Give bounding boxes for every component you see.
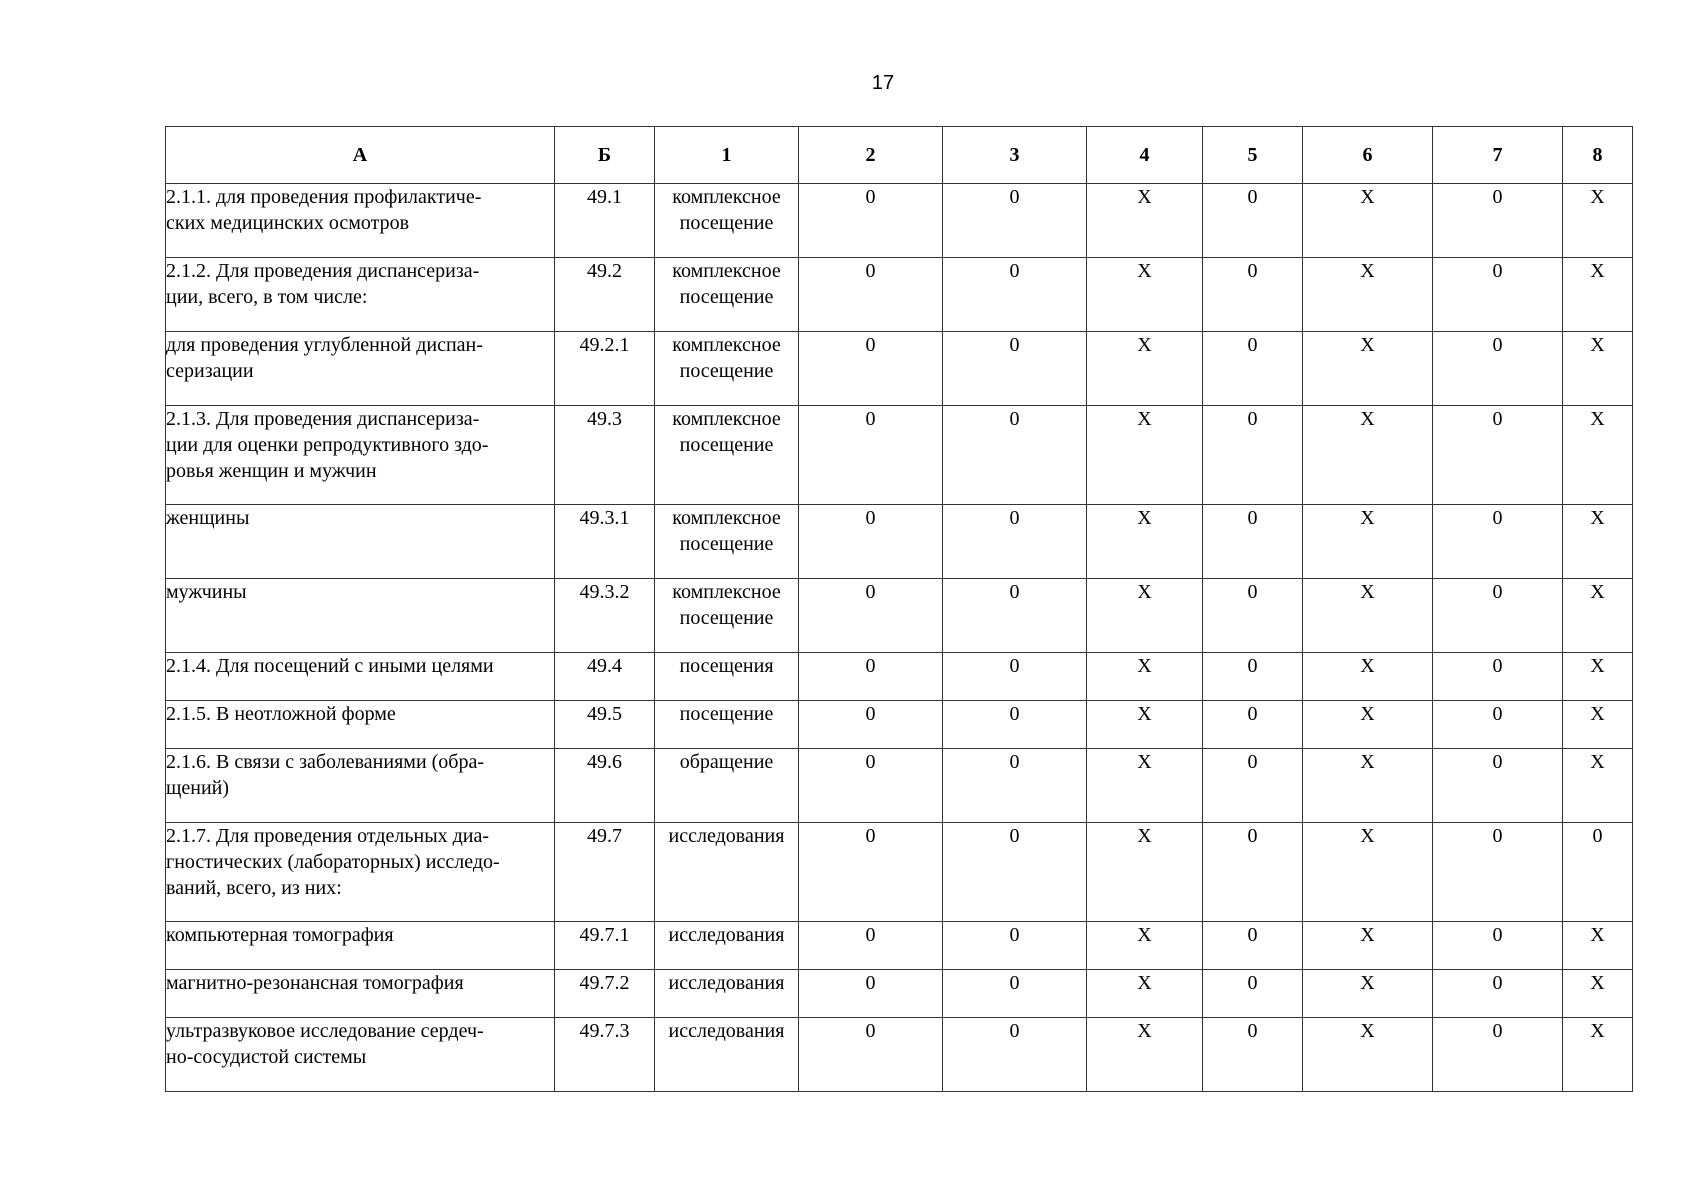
row-unit-cell: комплексное посещение — [655, 332, 799, 406]
value-cell: Х — [1303, 922, 1433, 970]
value-cell: Х — [1087, 922, 1203, 970]
row-unit-cell: комплексное посещение — [655, 505, 799, 579]
value-cell: 0 — [1203, 258, 1303, 332]
row-unit-cell: посещения — [655, 653, 799, 701]
value-cell: 0 — [1203, 579, 1303, 653]
value-cell: Х — [1563, 505, 1633, 579]
value-cell: 0 — [1433, 701, 1563, 749]
header-row — [166, 127, 1633, 184]
value-cell: 0 — [1203, 505, 1303, 579]
row-name-cell: 2.1.5. В неотложной форме — [166, 701, 555, 749]
row-unit-cell: комплексное посещение — [655, 406, 799, 505]
page-number: 17 — [871, 72, 895, 94]
value-cell: Х — [1087, 258, 1203, 332]
value-cell: Х — [1303, 505, 1433, 579]
column-header: 1 — [655, 127, 799, 184]
value-cell: 0 — [799, 406, 943, 505]
table-row — [166, 184, 1633, 258]
row-name-cell: 2.1.3. Для проведения диспансериза- ции для оценки репродуктивного здо- ровья женщин и мужчин — [166, 406, 555, 505]
row-code-cell: 49.6 — [555, 749, 655, 823]
row-unit-cell: обращение — [655, 749, 799, 823]
value-cell: 0 — [943, 823, 1087, 922]
value-cell: 0 — [799, 701, 943, 749]
table-row — [166, 505, 1633, 579]
value-cell: Х — [1303, 332, 1433, 406]
row-code-cell: 49.3.2 — [555, 579, 655, 653]
row-code-cell: 49.7.3 — [555, 1018, 655, 1092]
value-cell: 0 — [1203, 1018, 1303, 1092]
value-cell: Х — [1087, 749, 1203, 823]
column-header: 8 — [1563, 127, 1633, 184]
value-cell: Х — [1303, 970, 1433, 1018]
value-cell: 0 — [943, 1018, 1087, 1092]
value-cell: 0 — [1433, 970, 1563, 1018]
value-cell: 0 — [943, 184, 1087, 258]
row-name-cell: ультразвуковое исследование сердеч- но-сосудистой системы — [166, 1018, 555, 1092]
row-unit-cell: посещение — [655, 701, 799, 749]
row-name-cell: 2.1.7. Для проведения отдельных диа- гностических (лабораторных) исследо- ваний, всего, из них: — [166, 823, 555, 922]
value-cell: 0 — [943, 579, 1087, 653]
value-cell: Х — [1087, 653, 1203, 701]
table-row — [166, 823, 1633, 922]
value-cell: 0 — [943, 406, 1087, 505]
value-cell: Х — [1087, 823, 1203, 922]
row-unit-cell: исследования — [655, 1018, 799, 1092]
column-header: 3 — [943, 127, 1087, 184]
value-cell: 0 — [943, 505, 1087, 579]
value-cell: 0 — [799, 653, 943, 701]
value-cell: Х — [1303, 579, 1433, 653]
value-cell: 0 — [799, 184, 943, 258]
value-cell: 0 — [1433, 823, 1563, 922]
value-cell: Х — [1087, 1018, 1203, 1092]
row-name-cell: 2.1.1. для проведения профилактиче- ских медицинских осмотров — [166, 184, 555, 258]
value-cell: Х — [1563, 332, 1633, 406]
value-cell: Х — [1303, 653, 1433, 701]
value-cell: Х — [1563, 922, 1633, 970]
value-cell: 0 — [943, 922, 1087, 970]
value-cell: Х — [1563, 406, 1633, 505]
value-cell: Х — [1303, 406, 1433, 505]
table-row — [166, 406, 1633, 505]
table-row — [166, 653, 1633, 701]
row-name-cell: магнитно-резонансная томография — [166, 970, 555, 1018]
value-cell: 0 — [799, 505, 943, 579]
row-name-cell: мужчины — [166, 579, 555, 653]
value-cell: 0 — [1563, 823, 1633, 922]
value-cell: 0 — [1203, 184, 1303, 258]
row-name-cell: компьютерная томография — [166, 922, 555, 970]
value-cell: 0 — [799, 332, 943, 406]
value-cell: 0 — [799, 823, 943, 922]
value-cell: Х — [1087, 701, 1203, 749]
value-cell: 0 — [943, 258, 1087, 332]
row-unit-cell: исследования — [655, 970, 799, 1018]
row-code-cell: 49.1 — [555, 184, 655, 258]
row-unit-cell: исследования — [655, 823, 799, 922]
value-cell: 0 — [1203, 749, 1303, 823]
value-cell: 0 — [1203, 970, 1303, 1018]
table-header — [166, 127, 1633, 184]
column-header: 6 — [1303, 127, 1433, 184]
row-unit-cell: комплексное посещение — [655, 258, 799, 332]
row-unit-cell: комплексное посещение — [655, 579, 799, 653]
row-name-cell: 2.1.2. Для проведения диспансериза- ции, всего, в том числе: — [166, 258, 555, 332]
value-cell: Х — [1303, 749, 1433, 823]
table-row — [166, 332, 1633, 406]
row-code-cell: 49.5 — [555, 701, 655, 749]
value-cell: 0 — [799, 749, 943, 823]
value-cell: 0 — [799, 922, 943, 970]
row-name-cell: для проведения углубленной диспан- серизации — [166, 332, 555, 406]
value-cell: Х — [1087, 184, 1203, 258]
value-cell: 0 — [1203, 701, 1303, 749]
value-cell: 0 — [1203, 823, 1303, 922]
table-row — [166, 579, 1633, 653]
row-code-cell: 49.3.1 — [555, 505, 655, 579]
value-cell: 0 — [1433, 505, 1563, 579]
value-cell: Х — [1563, 653, 1633, 701]
value-cell: 0 — [1203, 653, 1303, 701]
value-cell: Х — [1563, 1018, 1633, 1092]
value-cell: 0 — [799, 970, 943, 1018]
row-name-cell: 2.1.6. В связи с заболеваниями (обра- щений) — [166, 749, 555, 823]
value-cell: Х — [1563, 970, 1633, 1018]
table-row — [166, 749, 1633, 823]
value-cell: 0 — [1433, 653, 1563, 701]
value-cell: 0 — [799, 258, 943, 332]
column-header: 4 — [1087, 127, 1203, 184]
column-header: Б — [555, 127, 655, 184]
value-cell: 0 — [1433, 184, 1563, 258]
value-cell: Х — [1087, 970, 1203, 1018]
table-row — [166, 922, 1633, 970]
row-code-cell: 49.7 — [555, 823, 655, 922]
value-cell: 0 — [799, 1018, 943, 1092]
value-cell: 0 — [1433, 1018, 1563, 1092]
value-cell: 0 — [943, 653, 1087, 701]
table-row — [166, 1018, 1633, 1092]
value-cell: Х — [1303, 823, 1433, 922]
value-cell: Х — [1303, 184, 1433, 258]
value-cell: 0 — [1433, 258, 1563, 332]
data-table — [165, 126, 1633, 1092]
value-cell: 0 — [943, 749, 1087, 823]
value-cell: 0 — [943, 701, 1087, 749]
row-code-cell: 49.7.2 — [555, 970, 655, 1018]
column-header: А — [166, 127, 555, 184]
column-header: 5 — [1203, 127, 1303, 184]
value-cell: Х — [1563, 749, 1633, 823]
column-header: 2 — [799, 127, 943, 184]
value-cell: 0 — [1203, 332, 1303, 406]
value-cell: Х — [1303, 701, 1433, 749]
row-code-cell: 49.2.1 — [555, 332, 655, 406]
value-cell: Х — [1563, 184, 1633, 258]
table-row — [166, 970, 1633, 1018]
value-cell: 0 — [1433, 749, 1563, 823]
value-cell: Х — [1563, 258, 1633, 332]
table-row — [166, 258, 1633, 332]
value-cell: 0 — [1203, 406, 1303, 505]
value-cell: Х — [1087, 505, 1203, 579]
row-code-cell: 49.4 — [555, 653, 655, 701]
row-code-cell: 49.2 — [555, 258, 655, 332]
row-code-cell: 49.7.1 — [555, 922, 655, 970]
value-cell: 0 — [1433, 579, 1563, 653]
value-cell: 0 — [943, 970, 1087, 1018]
value-cell: 0 — [1433, 332, 1563, 406]
row-code-cell: 49.3 — [555, 406, 655, 505]
row-unit-cell: комплексное посещение — [655, 184, 799, 258]
value-cell: Х — [1087, 332, 1203, 406]
row-unit-cell: исследования — [655, 922, 799, 970]
row-name-cell: женщины — [166, 505, 555, 579]
value-cell: Х — [1563, 579, 1633, 653]
table-body — [166, 184, 1633, 1092]
value-cell: Х — [1087, 579, 1203, 653]
value-cell: Х — [1303, 258, 1433, 332]
value-cell: Х — [1087, 406, 1203, 505]
table-row — [166, 701, 1633, 749]
value-cell: 0 — [1203, 922, 1303, 970]
value-cell: 0 — [943, 332, 1087, 406]
row-name-cell: 2.1.4. Для посещений с иными целями — [166, 653, 555, 701]
value-cell: 0 — [1433, 406, 1563, 505]
value-cell: Х — [1563, 701, 1633, 749]
value-cell: Х — [1303, 1018, 1433, 1092]
value-cell: 0 — [799, 579, 943, 653]
column-header: 7 — [1433, 127, 1563, 184]
value-cell: 0 — [1433, 922, 1563, 970]
